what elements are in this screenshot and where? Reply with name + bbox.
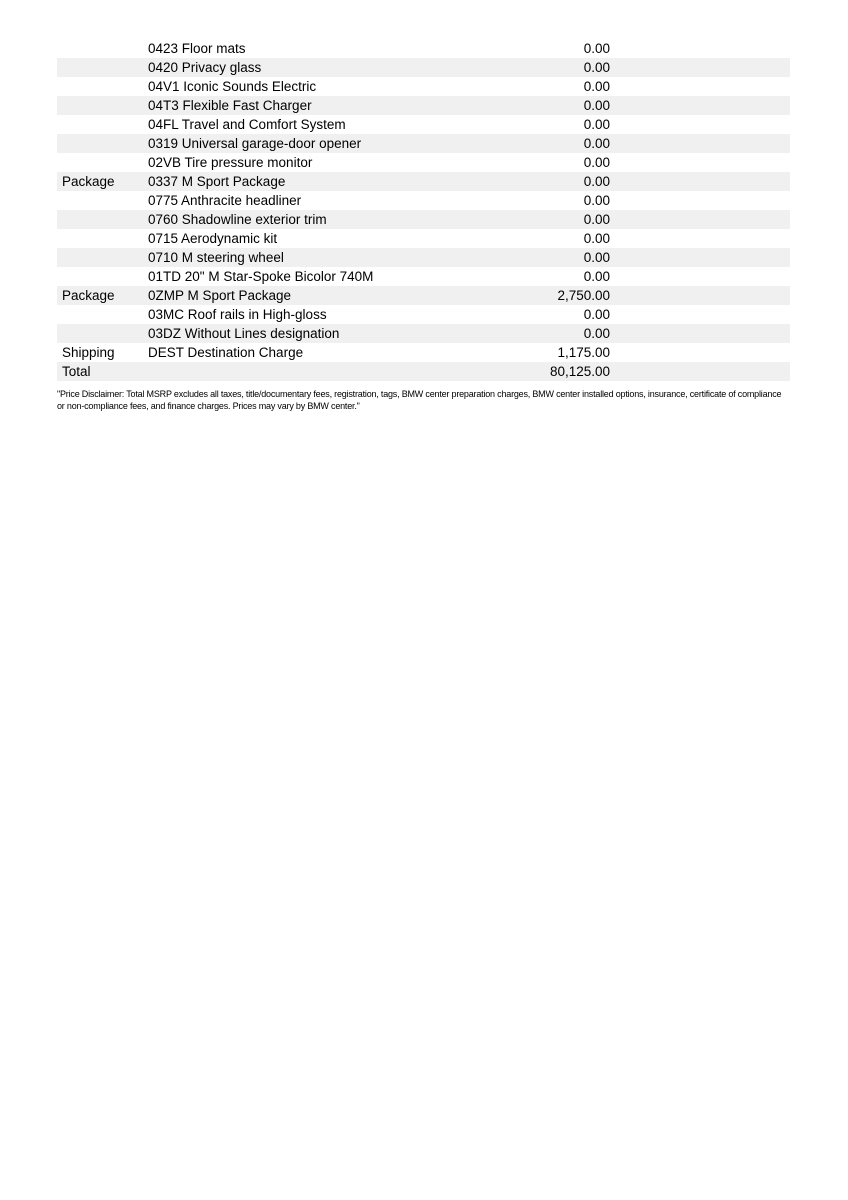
table-row	[57, 229, 790, 248]
table-row	[57, 115, 790, 134]
table-row	[57, 286, 790, 305]
item-cell: DEST Destination Charge	[148, 345, 304, 360]
table-row	[57, 343, 790, 362]
price-cell: 0.00	[583, 60, 610, 75]
table-row	[57, 172, 790, 191]
table-row	[57, 134, 790, 153]
category-cell: Total	[62, 364, 91, 379]
item-cell: 04T3 Flexible Fast Charger	[148, 98, 312, 113]
item-cell: 03DZ Without Lines designation	[148, 326, 340, 341]
price-cell: 0.00	[583, 269, 610, 284]
price-cell: 0.00	[583, 193, 610, 208]
category-cell: Package	[62, 288, 115, 303]
table-row	[57, 362, 790, 381]
price-cell: 0.00	[583, 117, 610, 132]
price-cell: 0.00	[583, 98, 610, 113]
item-cell: 0715 Aerodynamic kit	[148, 231, 278, 246]
price-table	[57, 39, 790, 381]
price-cell: 0.00	[583, 250, 610, 265]
price-cell: 2,750.00	[557, 288, 610, 303]
category-cell: Shipping	[62, 345, 115, 360]
item-cell: 0760 Shadowline exterior trim	[148, 212, 327, 227]
price-cell: 0.00	[583, 79, 610, 94]
item-cell: 0423 Floor mats	[148, 41, 246, 56]
item-cell: 02VB Tire pressure monitor	[148, 155, 313, 170]
category-cell: Package	[62, 174, 115, 189]
item-cell: 0319 Universal garage-door opener	[148, 136, 362, 151]
price-cell: 80,125.00	[549, 364, 610, 379]
price-cell: 0.00	[583, 212, 610, 227]
table-row	[57, 58, 790, 77]
table-row	[57, 210, 790, 229]
item-cell: 0420 Privacy glass	[148, 60, 262, 75]
table-row	[57, 77, 790, 96]
price-disclaimer-text: "Price Disclaimer: Total MSRP excludes all taxes, title/documentary fees, registration, tags, BMW center preparation charges, BMW center installed options, insurance, certificate of compliance or non-compliance fees, and finance charges. Prices may vary by BMW center."	[57, 389, 782, 411]
table-row	[57, 324, 790, 343]
item-cell: 0337 M Sport Package	[148, 174, 286, 189]
price-cell: 0.00	[583, 307, 610, 322]
table-row	[57, 96, 790, 115]
price-cell: 0.00	[583, 174, 610, 189]
item-cell: 04V1 Iconic Sounds Electric	[148, 79, 317, 94]
item-cell: 0775 Anthracite headliner	[148, 193, 302, 208]
item-cell: 0710 M steering wheel	[148, 250, 284, 265]
table-row	[57, 267, 790, 286]
price-cell: 0.00	[583, 41, 610, 56]
price-cell: 0.00	[583, 326, 610, 341]
price-cell: 0.00	[583, 155, 610, 170]
item-cell: 01TD 20" M Star-Spoke Bicolor 740M	[148, 269, 374, 284]
item-cell: 0ZMP M Sport Package	[148, 288, 292, 303]
price-cell: 0.00	[583, 136, 610, 151]
item-cell: 04FL Travel and Comfort System	[148, 117, 346, 132]
price-cell: 0.00	[583, 231, 610, 246]
table-row	[57, 153, 790, 172]
table-row	[57, 191, 790, 210]
price-cell: 1,175.00	[557, 345, 610, 360]
item-cell: 03MC Roof rails in High-gloss	[148, 307, 327, 322]
table-row	[57, 39, 790, 58]
table-row	[57, 248, 790, 267]
table-row	[57, 305, 790, 324]
